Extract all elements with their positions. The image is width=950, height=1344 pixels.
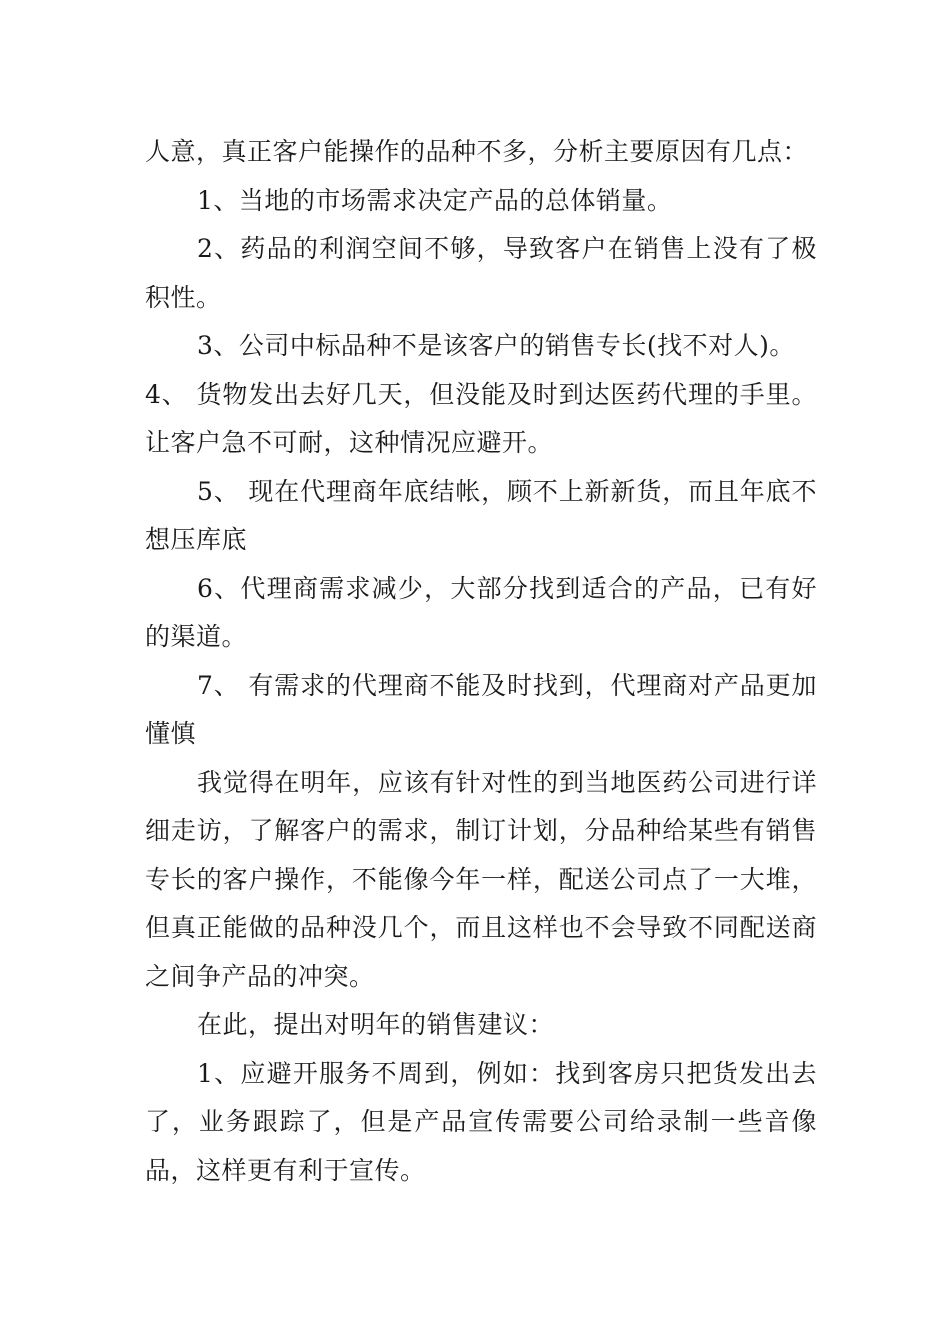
paragraph-suggestion-1: 1、应避开服务不周到，例如：找到客房只把货发出去了，业务跟踪了，但是产品宣传需要公司给录制一些音像品，这样更有利于宣传。 — [145, 1058, 817, 1185]
paragraph-suggestion-intro: 在此，提出对明年的销售建议： — [197, 1010, 555, 1039]
paragraph-item-6: 6、代理商需求减少，大部分找到适合的产品，已有好的渠道。 — [145, 573, 817, 651]
paragraph-item-2: 2、药品的利润空间不够，导致客户在销售上没有了极积性。 — [145, 234, 817, 312]
paragraph-item-4: 4、 货物发出去好几天，但没能及时到达医药代理的手里。让客户急不可耐，这种情况应避开。 — [145, 379, 817, 457]
paragraph-item-5: 5、 现在代理商年底结帐，顾不上新新货，而且年底不想压库底 — [145, 476, 817, 554]
paragraph-item-1: 1、当地的市场需求决定产品的总体销量。 — [197, 185, 673, 215]
paragraph-intro: 人意，真正客户能操作的品种不多，分析主要原因有几点： — [145, 137, 809, 166]
paragraph-plan: 我觉得在明年，应该有针对性的到当地医药公司进行详细走访，了解客户的需求，制订计划，分品种给某些有销售专长的客户操作，不能像今年一样，配送公司点了一大堆，但真正能做的品种没几个，而且这样也不会导致不同配送商之间争产品的冲突。 — [145, 767, 817, 991]
paragraph-item-3: 3、公司中标品种不是该客户的销售专长(找不对人)。 — [197, 331, 795, 360]
paragraph-item-7: 7、 有需求的代理商不能及时找到，代理商对产品更加懂慎 — [145, 670, 817, 748]
document-body — [145, 128, 817, 1195]
